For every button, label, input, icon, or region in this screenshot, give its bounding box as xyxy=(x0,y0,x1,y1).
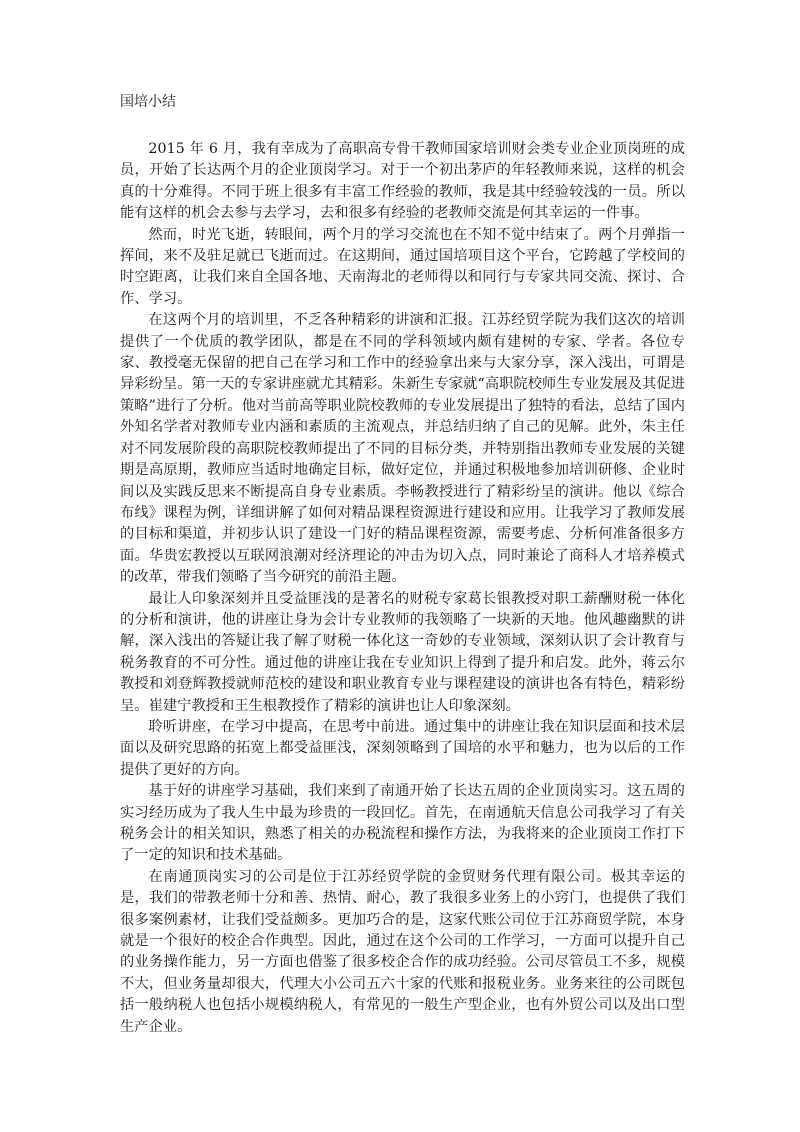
paragraph-3: 在这两个月的培训里，不乏各种精彩的讲演和汇报。江苏经贸学院为我们这次的培训提供了一个优质的教学团队，都是在不同的学科领域内颇有建树的专家、学者。各位专家、教授毫无保留的把自己在学习和工作中的经验拿出来与大家分享，深入浅出，可谓是异彩纷呈。第一天的专家讲座就尤其精彩。朱新生专家就“高职院校师生专业发展及其促进策略”进行了分析。他对当前高等职业院校教师的专业发展提出了独特的看法，总结了国内外知名学者对教师专业内涵和素质的主流观点，并总结归纳了自己的见解。此外，朱主任对不同发展阶段的高职院校教师提出了不同的目标分类，并特别指出教师专业发展的关键期是高原期，教师应当适时地确定目标，做好定位，并通过积极地参加培训研修、企业时间以及实践反思来不断提高自身专业素质。李畅教授进行了精彩纷呈的演讲。他以《综合布线》课程为例，详细讲解了如何对精品课程资源进行建设和应用。让我学习了教师发展的目标和渠道，并初步认识了建设一门好的精品课程资源，需要考虑、分析何准备很多方面。华贵宏教授以互联网浪潮对经济理论的冲击为切入点，同时兼论了商科人才培养模式的改革，带我们领略了当今研究的前沿主题。 xyxy=(120,312,685,586)
document-page xyxy=(120,91,685,1038)
paragraph-2: 然而，时光飞逝，转眼间，两个月的学习交流也在不知不觉中结束了。两个月弹指一挥间，来不及驻足就已飞逝而过。在这期间，通过国培项目这个平台，它跨越了学校间的时空距离，让我们来自全国各地、天南海北的老师得以和同行与专家共同交流、探讨、合作、学习。 xyxy=(120,226,685,307)
paragraph-5: 聆听讲座，在学习中提高，在思考中前进。通过集中的讲座让我在知识层面和技术层面以及研究思路的拓宽上都受益匪浅，深刻领略到了国培的水平和魅力，也为以后的工作提供了更好的方向。 xyxy=(120,718,685,778)
paragraph-6: 基于好的讲座学习基础，我们来到了南通开始了长达五周的企业顶岗实习。这五周的实习经历成为了我人生中最为珍贵的一段回忆。首先，在南通航天信息公司我学习了有关税务会计的相关知识，熟悉了相关的办税流程和操作方法，为我将来的企业顶岗工作打下了一定的知识和技术基础。 xyxy=(120,783,685,864)
paragraph-4: 最让人印象深刻并且受益匪浅的是著名的财税专家葛长银教授对职工薪酬财税一体化的分析和演讲，他的讲座让身为会计专业教师的我领略了一块新的天地。他风趣幽默的讲解，深入浅出的答疑让我了解了财税一体化这一奇妙的专业领域，深刻认识了会计教育与税务教育的不可分性。通过他的讲座让我在专业知识上得到了提升和启发。此外，蒋云尔教授和刘登辉教授就师范校的建设和职业教育专业与课程建设的演讲也各有特色，精彩纷呈。崔建宁教授和王生根教授作了精彩的演讲也让人印象深刻。 xyxy=(120,590,685,714)
document-title: 国培小结 xyxy=(120,94,176,110)
paragraph-1: 2015 年 6 月，我有幸成为了高职高专骨干教师国家培训财会类专业企业顶岗班的成员，开始了长达两个月的企业顶岗学习。对于一个初出茅庐的年轻教师来说，这样的机会真的十分难得。不同于班上很多有丰富工作经验的教师，我是其中经验较浅的一员。所以能有这样的机会去参与去学习，去和很多有经验的老教师交流是何其幸运的一件事。 xyxy=(120,141,685,222)
paragraph-7: 在南通顶岗实习的公司是位于江苏经贸学院的金贸财务代理有限公司。极其幸运的是，我们的带教老师十分和善、热情、耐心，教了我很多业务上的小窍门，也提供了我们很多案例素材，让我们受益颇多。更加巧合的是，这家代账公司位于江苏商贸学院，本身就是一个很好的校企合作典型。因此，通过在这个公司的工作学习，一方面可以提升自己的业务操作能力，另一方面也借鉴了很多校企合作的成功经验。公司尽管员工不多，规模不大，但业务量却很大，代理大小公司五六十家的代账和报税业务。业务来往的公司既包括一般纳税人也包括小规模纳税人，有常见的一般生产型企业，也有外贸公司以及出口型生产企业。 xyxy=(120,868,685,1035)
